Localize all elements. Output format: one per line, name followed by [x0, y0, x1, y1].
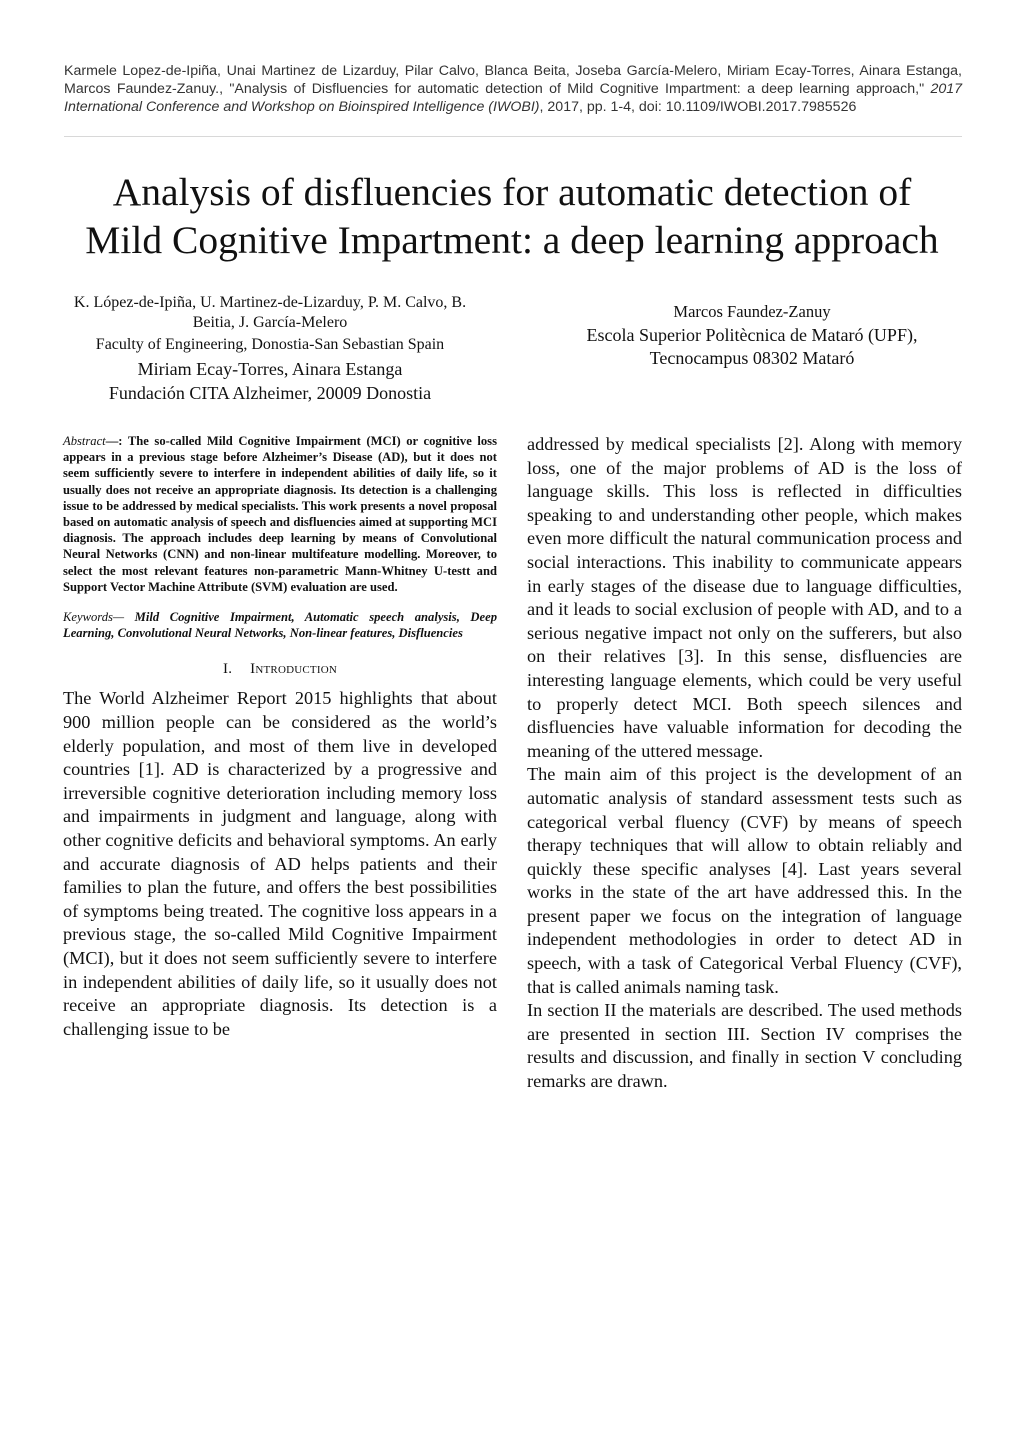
right-column: [527, 433, 962, 1094]
section-title: Introduction: [250, 661, 337, 678]
citation-tail: , 2017, pp. 1-4, doi: 10.1109/IWOBI.2017.7985526: [539, 99, 857, 116]
intro-paragraph-right-1: addressed by medical specialists [2]. Along with memory loss, one of the major problems of AD is the loss of language skills. This loss is reflected in difficulties speaking to and understanding other people, which makes even more difficult the natural communication process and social interactions. This inability to communicate appears in early stages of the disease due to language difficulties, and it leads to social exclusion of people with AD, and to a serious negative impact not only on the sufferers, but also on their relatives [3]. In this sense, disfluencies are interesting language elements, which could be very useful to properly detect MCI. Both speech silences and disfluencies have valuable information for decoding the meaning of the uttered message.: [527, 434, 962, 761]
citation-venue: 2017 International Conference and Workshop on Bioinspired Intelligence (IWOBI): [64, 81, 962, 116]
intro-paragraph-right-2: The main aim of this project is the development of an automatic analysis of standard assessment tests such as categorical verbal fluency (CVF) by means of speech therapy techniques that will allow to obtain reliably and quickly these specific analyses [4]. Last years several works in the state of the art have addressed this. In the present paper we focus on the integration of language independent methodologies in order to detect AD in speech, with a task of Categorical Verbal Fluency (CVF), that is called animals naming task.: [527, 764, 962, 997]
header-divider: [64, 136, 962, 137]
citation-header: [64, 62, 962, 117]
section-number: I.: [223, 661, 233, 678]
keywords: [63, 609, 497, 641]
citation-authors: Karmele Lopez-de-Ipiña, Unai Martinez de Lizarduy, Pilar Calvo, Blanca Beita, Joseba García-Melero, Miriam Ecay-Torres, Ainara Estanga, Marcos Faundez-Zanuy., "Analysis of Disfluencies for automatic detection of Mild Cognitive Impartment: a deep learning approach,": [64, 63, 962, 98]
paper-title: [40, 168, 984, 264]
section-heading-introduction: [63, 659, 497, 679]
left-column: [63, 433, 497, 1041]
author-block-left: [56, 293, 484, 405]
intro-paragraph-left: The World Alzheimer Report 2015 highlights that about 900 million people can be considered as the world’s elderly population, and most of them live in developed countries [1]. AD is characterized by a progressive and irreversible cognitive deterioration including memory loss and impairments in judgment and language, along with other cognitive deficits and behavioral symptoms. An early and accurate diagnosis of AD helps patients and their families to plan the future, and offers the best possibilities of symptoms being treated. The cognitive loss appears in a previous stage, the so-called Mild Cognitive Impairment (MCI), but it does not seem sufficiently severe to interfere in independent abilities of daily life, so it usually does not receive an appropriate diagnosis. Its detection is a challenging issue to be: [63, 688, 497, 1039]
affiliation-upf-line-2: Tecnocampus 08302 Mataró: [649, 348, 855, 368]
abstract-text: The so-called Mild Cognitive Impairment (MCI) or cognitive loss appears in a previous stage before Alzheimer’s Disease (AD), but it does not seem sufficiently severe to interfere in independent abilities of daily life, so it usually does not receive an appropriate diagnosis. Its detection is a challenging issue to be addressed by medical specialists. This work presents a novel proposal based on automatic analysis of speech and disfluencies aimed at supporting MCI diagnosis. The approach includes deep learning by means of Convolutional Neural Networks (CNN) and non-linear multifeature modelling. Moreover, to select the most relevant features non-parametric Mann-Whitney U-testt and Support Vector Machine Attribute (SVM) evaluation are used.: [63, 434, 497, 594]
abstract-label: Abstract: [63, 434, 106, 448]
affiliation-cita: Fundación CITA Alzheimer, 20009 Donostia: [108, 383, 432, 403]
keywords-text: Mild Cognitive Impairment, Automatic speech analysis, Deep Learning, Convolutional Neural Networks, Non-linear features, Disfluencies: [63, 610, 497, 641]
intro-paragraph-right-3: In section II the materials are described. The used methods are presented in section III. Section IV comprises the results and discussion, and finally in section V concluding remarks are drawn.: [527, 1000, 962, 1092]
affiliation-engineering: Faculty of Engineering, Donostia-San Sebastian Spain: [95, 336, 445, 353]
paper-title-line-2: Mild Cognitive Impartment: a deep learning approach: [85, 218, 939, 262]
author-names-cita: Miriam Ecay-Torres, Ainara Estanga: [137, 359, 403, 379]
abstract-dash: —:: [105, 434, 128, 448]
paper-title-line-1: Analysis of disfluencies for automatic detection of: [112, 170, 912, 214]
affiliation-upf-line-1: Escola Superior Politècnica de Mataró (UPF),: [586, 325, 918, 345]
author-names-left: K. López-de-Ipiña, U. Martinez-de-Lizarduy, P. M. Calvo, B. Beitia, J. García-Melero: [73, 294, 467, 331]
abstract: [63, 433, 497, 595]
author-block-right: [536, 300, 968, 370]
author-name-right: Marcos Faundez-Zanuy: [673, 302, 831, 321]
keywords-label: Keywords—: [63, 610, 135, 625]
